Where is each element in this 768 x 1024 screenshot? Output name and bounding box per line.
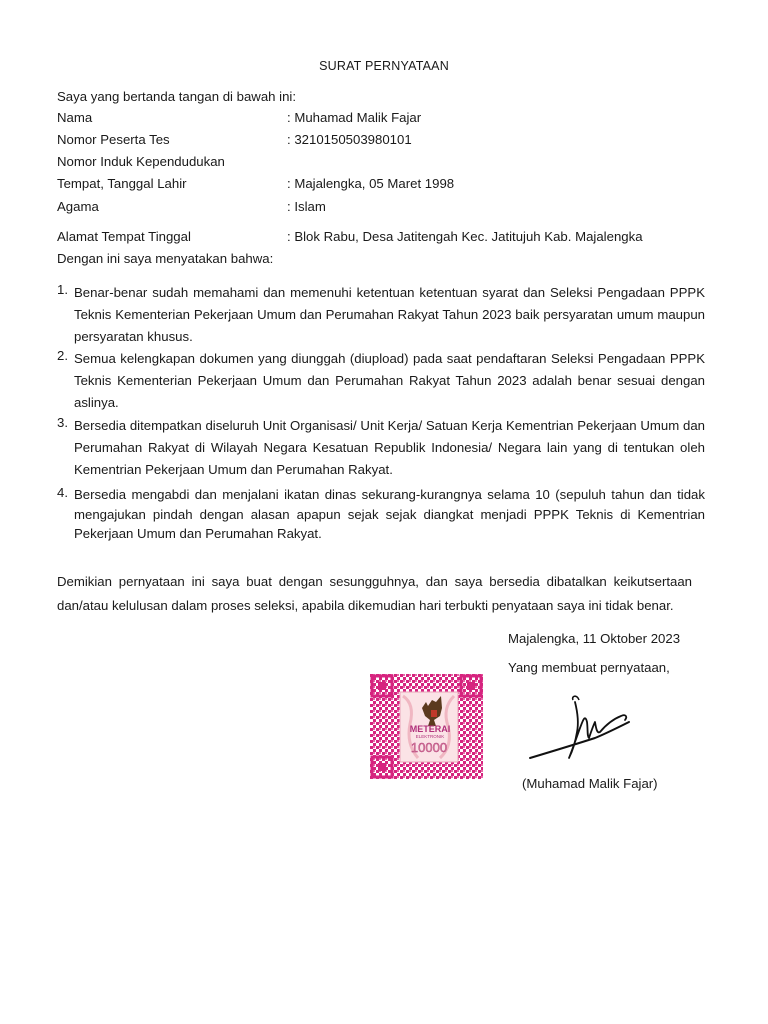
statement-text: Bersedia mengabdi dan menjalani ikatan dinas sekurang-kurangnya selama 10 (sepuluh tahun dan tidak mengajukan pindah dengan alasan apapun sejak sejak diangkat menjadi PPPK Teknis di Kementrian Pekerjaan Umum dan Perumahan Rakyat.	[74, 487, 705, 541]
closing-paragraph: Demikian pernyataan ini saya buat dengan sesungguhnya, dan saya bersedia dibatalkan keikutsertaan dan/atau kelulusan dalam proses seleksi, apabila dikemudian hari terbukti penyataan saya ini tidak benar.	[57, 574, 692, 613]
field-value-nama: : Muhamad Malik Fajar	[287, 110, 422, 125]
document-title: SURAT PERNYATAAN	[319, 59, 449, 73]
statement-text: Benar-benar sudah memahami dan memenuhi ketentuan ketentuan syarat dan Seleksi Pengadaan PPPK Teknis Kementerian Pekerjaan Umum dan Perumahan Rakyat Tahun 2023 baik persyaratan umum maupun persyaratan khusus.	[74, 285, 705, 344]
statement-number: 1.	[57, 282, 68, 297]
field-label-nomor-peserta: Nomor Peserta Tes	[57, 132, 170, 147]
statement-number: 3.	[57, 415, 68, 430]
statement-item	[57, 282, 705, 348]
statement-number: 4.	[57, 485, 68, 500]
field-value-nomor-peserta: : 3210150503980101	[287, 132, 412, 147]
signer-name: (Muhamad Malik Fajar)	[522, 776, 658, 791]
field-label-nik: Nomor Induk Kependudukan	[57, 154, 225, 169]
field-value-agama: : Islam	[287, 199, 326, 214]
statement-text: Bersedia ditempatkan diseluruh Unit Organisasi/ Unit Kerja/ Satuan Kerja Kementrian Pekerjaan Umum dan Perumahan Rakyat di Wilayah Negara Kesatuan Republik Indonesia/ Negara lain yang di tentukan oleh Kementrian Pekerjaan Umum dan Perumahan Rakyat.	[74, 418, 705, 477]
statement-number: 2.	[57, 348, 68, 363]
maker-label: Yang membuat pernyataan,	[508, 660, 670, 675]
place-date: Majalengka, 11 Oktober 2023	[508, 631, 681, 646]
field-label-alamat: Alamat Tempat Tinggal	[57, 229, 191, 244]
field-value-alamat: : Blok Rabu, Desa Jatitengah Kec. Jatitujuh Kab. Majalengka	[287, 229, 643, 244]
meterai-sub-label: ELEKTRONIK	[415, 734, 445, 739]
field-label-ttl: Tempat, Tanggal Lahir	[57, 176, 187, 191]
field-value-ttl: : Majalengka, 05 Maret 1998	[287, 176, 455, 191]
intro-text: Saya yang bertanda tangan di bawah ini:	[57, 89, 297, 104]
declaration-intro: Dengan ini saya menyatakan bahwa:	[57, 251, 274, 266]
meterai-amount: 10000	[410, 740, 448, 755]
field-label-agama: Agama	[57, 199, 99, 214]
statement-item	[57, 415, 705, 481]
signature-image	[525, 692, 635, 764]
field-label-nama: Nama	[57, 110, 93, 125]
meterai-stamp	[370, 674, 483, 779]
statement-text: Semua kelengkapan dokumen yang diunggah (diupload) pada saat pendaftaran Seleksi Pengadaan PPPK Teknis Kementerian Pekerjaan Umum dan Perumahan Rakyat Tahun 2023 adalah benar sesuai dengan aslinya.	[74, 351, 705, 410]
meterai-label: METERAI	[409, 724, 451, 734]
statement-item	[57, 485, 705, 545]
statement-item	[57, 348, 705, 414]
